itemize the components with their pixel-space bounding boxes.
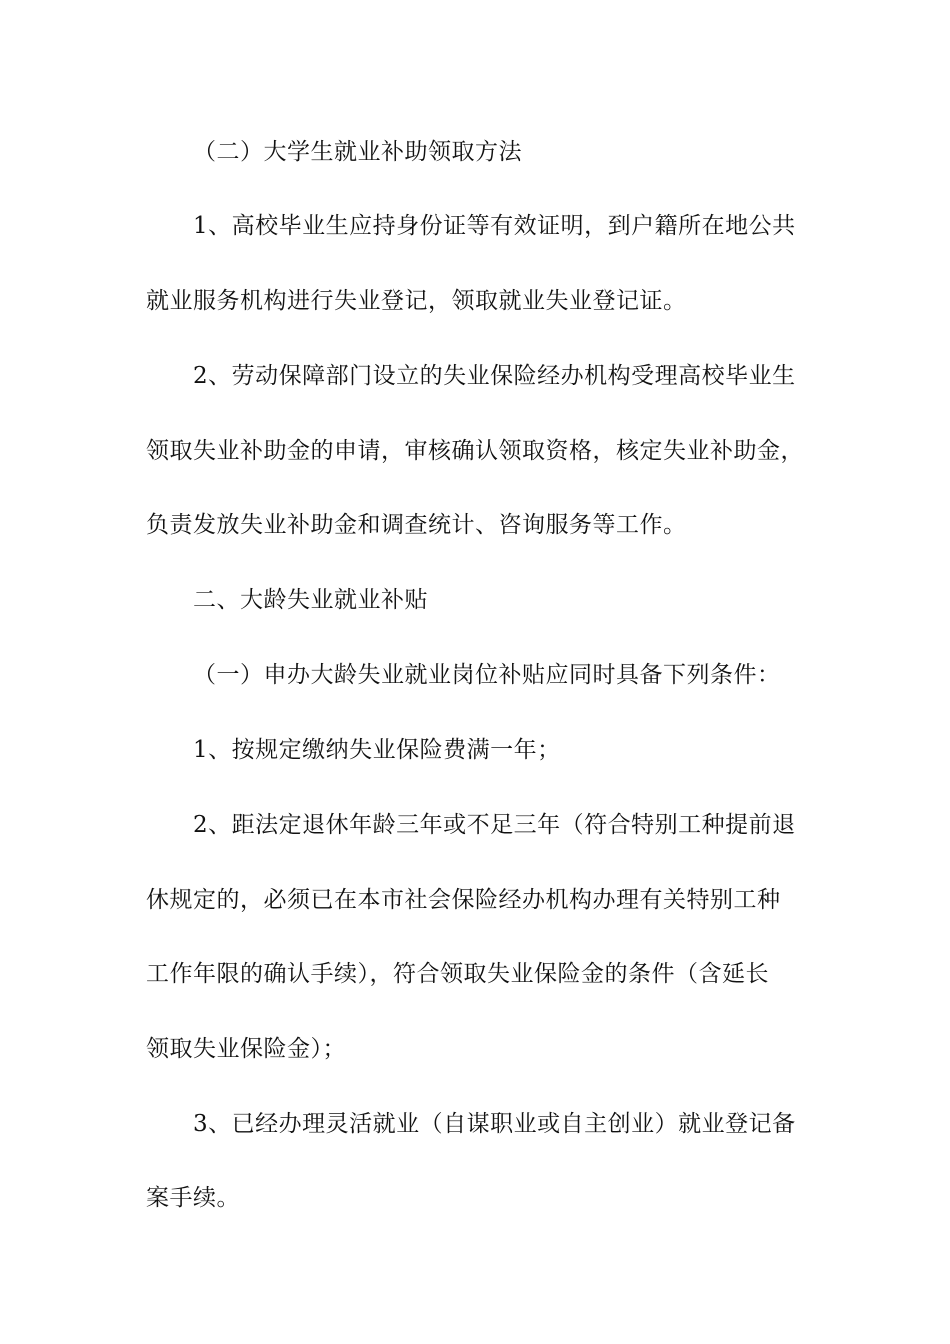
paragraph-line: 领取失业保险金）； [146,1036,346,1062]
paragraph-line: 1、按规定缴纳失业保险费满一年； [193,737,561,763]
paragraph-line: 2、距法定退休年龄三年或不足三年（符合特别工种提前退 [193,812,796,838]
paragraph-line: 案手续。 [146,1185,240,1211]
section-heading-graduate-subsidy-method: （二）大学生就业补助领取方法 [193,139,522,165]
subsection-heading-conditions: （一）申办大龄失业就业岗位补贴应同时具备下列条件： [193,662,781,688]
paragraph-line: 休规定的，必须已在本市社会保险经办机构办理有关特别工种 [146,887,781,913]
paragraph-line: 领取失业补助金的申请，审核确认领取资格，核定失业补助金， [146,438,804,464]
paragraph-line: 2、劳动保障部门设立的失业保险经办机构受理高校毕业生 [193,363,796,389]
paragraph-line: 1、高校毕业生应持身份证等有效证明，到户籍所在地公共 [193,213,796,239]
paragraph-line: 3、已经办理灵活就业（自谋职业或自主创业）就业登记备 [193,1111,796,1137]
section-heading-older-unemployed-subsidy: 二、大龄失业就业补贴 [193,587,428,613]
paragraph-line: 负责发放失业补助金和调查统计、咨询服务等工作。 [146,512,687,538]
paragraph-line: 就业服务机构进行失业登记，领取就业失业登记证。 [146,288,687,314]
paragraph-line: 工作年限的确认手续），符合领取失业保险金的条件（含延长 [146,961,769,987]
